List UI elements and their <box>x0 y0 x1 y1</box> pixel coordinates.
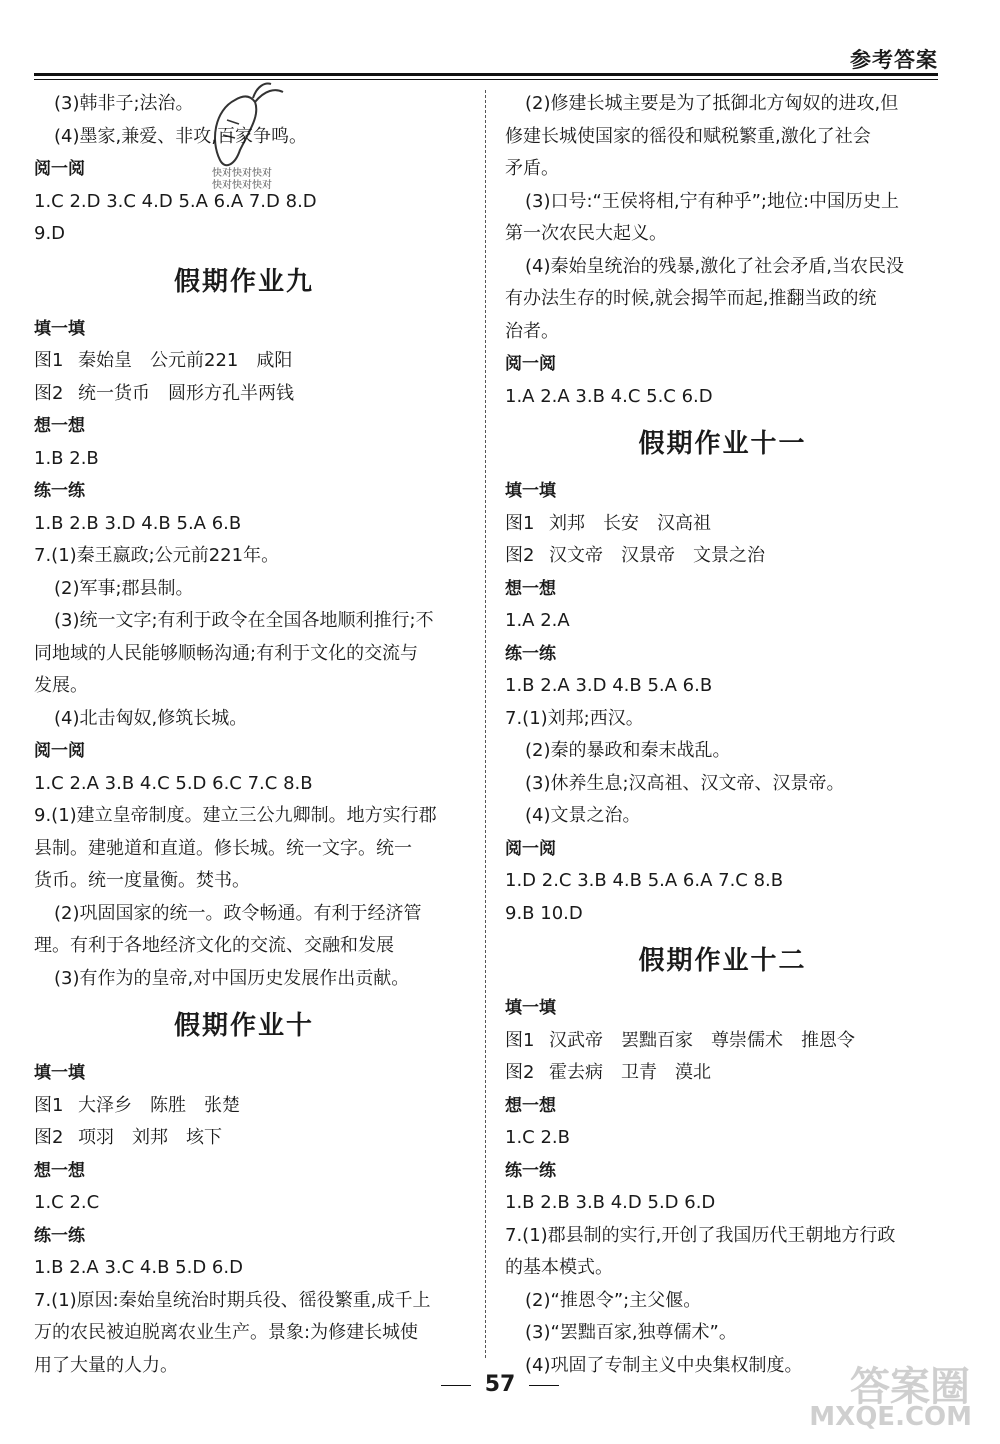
figure-answer-line <box>505 1057 940 1090</box>
answer-line: 1.C 2.A 3.B 4.C 5.D 6.C 7.C 8.B <box>34 772 313 794</box>
fill-answer: 项羽 <box>78 1127 114 1148</box>
answer-line: (2)巩固国家的统一。政令畅通。有利于经济管 <box>54 902 422 924</box>
fill-answer: 文景之治 <box>693 545 765 566</box>
fill-answer: 统一货币 <box>78 382 150 404</box>
answer-line: 矛盾。 <box>505 158 559 179</box>
section-label: 阅一阅 <box>34 741 85 761</box>
section-label: 填一填 <box>34 1063 85 1083</box>
fill-answer: 圆形方孔半两钱 <box>168 382 294 404</box>
section-label: 练一练 <box>505 1160 556 1181</box>
section-label: 想一想 <box>34 416 85 436</box>
figure-label: 图2 <box>505 545 535 566</box>
section-label: 练一练 <box>34 1225 85 1246</box>
answer-line: (3)口号:“王侯将相,宁有种乎”;地位:中国历史上 <box>525 190 900 212</box>
column-divider <box>485 90 486 1358</box>
answer-line: 1.B 2.A 3.D 4.B 5.A 6.B <box>505 675 713 696</box>
section-label: 想一想 <box>34 1160 85 1181</box>
answer-line: (3)韩非子;法治。 <box>54 93 194 114</box>
answer-line: 万的农民被迫脱离农业生产。景象:为修建长城使 <box>34 1322 419 1343</box>
answer-line: (3)统一文字;有利于政令在全国各地顺利推行;不 <box>54 610 434 631</box>
answer-line: 7.(1)原因:秦始皇统治时期兵役、徭役繁重,成千上 <box>34 1289 431 1311</box>
answer-line: 理。有利于各地经济文化的交流、交融和发展 <box>34 935 394 956</box>
figure-answer-line <box>34 1090 454 1123</box>
homework-title: 假期作业九 <box>173 266 314 297</box>
figure-answer-line <box>34 345 454 378</box>
figure-answer-line <box>505 508 940 541</box>
answer-line: 治者。 <box>505 320 559 342</box>
answer-line: (4)文景之治。 <box>525 805 641 826</box>
homework-title: 假期作业十一 <box>638 429 807 459</box>
fill-answer: 汉高祖 <box>657 512 711 534</box>
left-column <box>34 88 454 1382</box>
fill-answer: 汉武帝 <box>549 1029 603 1051</box>
homework-title: 假期作业十 <box>173 1011 314 1041</box>
answer-line: 1.C 2.B <box>505 1127 570 1148</box>
section-label: 练一练 <box>34 481 85 501</box>
answer-line: (4)北击匈奴,修筑长城。 <box>54 707 248 729</box>
answer-line: 1.A 2.A <box>505 610 570 631</box>
fill-answer: 霍去病 <box>549 1062 603 1083</box>
answer-line: 第一次农民大起义。 <box>505 223 667 244</box>
figure-answer-line <box>34 378 454 411</box>
answer-line: 1.B 2.B <box>34 447 99 469</box>
header-rule-thick <box>34 73 938 76</box>
section-label: 阅一阅 <box>34 159 85 179</box>
answer-line: 有办法生存的时候,就会揭竿而起,推翻当政的统 <box>505 288 877 309</box>
answer-line: (3)休养生息;汉高祖、汉文帝、汉景帝。 <box>525 772 845 794</box>
footer-dash <box>441 1385 471 1386</box>
figure-label: 图2 <box>505 1062 535 1083</box>
header-title: 参考答案 <box>850 48 938 72</box>
answer-line: 发展。 <box>34 675 88 696</box>
answer-line: (4)墨家,兼爱、非攻,百家争鸣。 <box>54 125 307 147</box>
fill-answer: 刘邦 <box>132 1127 168 1148</box>
figure-label: 图2 <box>34 1127 64 1148</box>
fill-answer: 陈胜 <box>150 1094 186 1116</box>
answer-line: 7.(1)郡县制的实行,开创了我国历代王朝地方行政 <box>505 1224 896 1246</box>
fill-answer: 卫青 <box>621 1062 657 1083</box>
fill-answer: 公元前221 <box>150 350 239 371</box>
figure-label: 图1 <box>505 512 535 534</box>
fill-answer: 垓下 <box>186 1127 222 1148</box>
answer-line: 货币。统一度量衡。焚书。 <box>34 870 250 891</box>
answer-line: 1.A 2.A 3.B 4.C 5.C 6.D <box>505 385 713 407</box>
answer-line: (2)修建长城主要是为了抵御北方匈奴的进攻,但 <box>525 93 899 114</box>
answer-line: 1.C 2.C <box>34 1192 100 1213</box>
answer-line: 9.B 10.D <box>505 902 583 924</box>
header-rule-thin <box>34 79 938 80</box>
answer-line: 1.B 2.B 3.B 4.D 5.D 6.D <box>505 1192 716 1213</box>
watermark-url: MXQE.COM <box>809 1402 972 1432</box>
answer-line: (4)秦始皇统治的残暴,激化了社会矛盾,当农民没 <box>525 255 904 277</box>
answer-line: (2)秦的暴政和秦末战乱。 <box>525 740 731 761</box>
homework-title: 假期作业十二 <box>638 946 807 976</box>
answer-line: (2)“推恩令”;主父偃。 <box>525 1289 702 1311</box>
figure-answer-line <box>505 540 940 573</box>
figure-label: 图1 <box>505 1029 535 1051</box>
fill-answer: 长安 <box>603 512 639 534</box>
answer-line: (4)巩固了专制主义中央集权制度。 <box>525 1354 803 1376</box>
figure-label: 图1 <box>34 350 64 371</box>
answer-line: 1.D 2.C 3.B 4.B 5.A 6.A 7.C 8.B <box>505 870 784 891</box>
fill-answer: 罢黜百家 <box>621 1029 693 1051</box>
answer-line: 7.(1)秦王嬴政;公元前221年。 <box>34 545 280 566</box>
fill-answer: 大泽乡 <box>78 1094 132 1116</box>
fill-answer: 漠北 <box>675 1062 711 1083</box>
section-label: 阅一阅 <box>505 838 556 859</box>
figure-label: 图2 <box>34 382 64 404</box>
watermark-logo: 答案圈 <box>850 1364 970 1410</box>
answer-line: 1.B 2.B 3.D 4.B 5.A 6.B <box>34 512 242 534</box>
page-number: 57 <box>484 1372 516 1397</box>
answer-line: 用了大量的人力。 <box>34 1354 178 1376</box>
answer-line: 的基本模式。 <box>505 1257 613 1278</box>
answer-line: 1.B 2.A 3.C 4.B 5.D 6.D <box>34 1257 243 1278</box>
answer-line: 修建长城使国家的徭役和赋税繁重,激化了社会 <box>505 125 871 147</box>
answer-line: 9.D <box>34 223 66 244</box>
answer-line: 1.C 2.D 3.C 4.D 5.A 6.A 7.D 8.D <box>34 190 317 212</box>
fill-answer: 推恩令 <box>801 1029 855 1051</box>
footer-dash <box>529 1385 559 1386</box>
figure-label: 图1 <box>34 1094 64 1116</box>
fill-answer: 尊崇儒术 <box>711 1029 783 1051</box>
figure-answer-line <box>505 1025 940 1058</box>
fill-answer: 咸阳 <box>256 350 293 371</box>
stamp-line: 快对快对快对 <box>212 168 272 179</box>
stamp-line: 快对快对快对 <box>212 180 272 191</box>
fill-answer: 汉景帝 <box>621 545 675 566</box>
section-label: 练一练 <box>505 643 556 664</box>
figure-answer-line <box>34 1122 454 1155</box>
section-label: 填一填 <box>505 998 556 1018</box>
section-label: 想一想 <box>505 578 556 599</box>
right-column <box>505 88 940 1382</box>
section-label: 阅一阅 <box>505 354 556 374</box>
section-label: 填一填 <box>505 481 556 501</box>
section-label: 填一填 <box>34 318 85 339</box>
answer-line: 县制。建驰道和直道。修长城。统一文字。统一 <box>34 837 412 859</box>
answer-line: (3)“罢黜百家,独尊儒术”。 <box>525 1322 737 1343</box>
fill-answer: 刘邦 <box>549 512 585 534</box>
answer-line: 9.(1)建立皇帝制度。建立三公九卿制。地方实行郡 <box>34 805 437 826</box>
fill-answer: 张楚 <box>204 1094 240 1116</box>
fill-answer: 汉文帝 <box>549 545 603 566</box>
fill-answer: 秦始皇 <box>78 350 132 371</box>
answer-line: (2)军事;郡县制。 <box>54 577 194 599</box>
section-label: 想一想 <box>505 1095 556 1116</box>
answer-line: (3)有作为的皇帝,对中国历史发展作出贡献。 <box>54 967 410 989</box>
answer-line: 7.(1)刘邦;西汉。 <box>505 707 644 729</box>
answer-line: 同地域的人民能够顺畅沟通;有利于文化的交流与 <box>34 642 419 664</box>
